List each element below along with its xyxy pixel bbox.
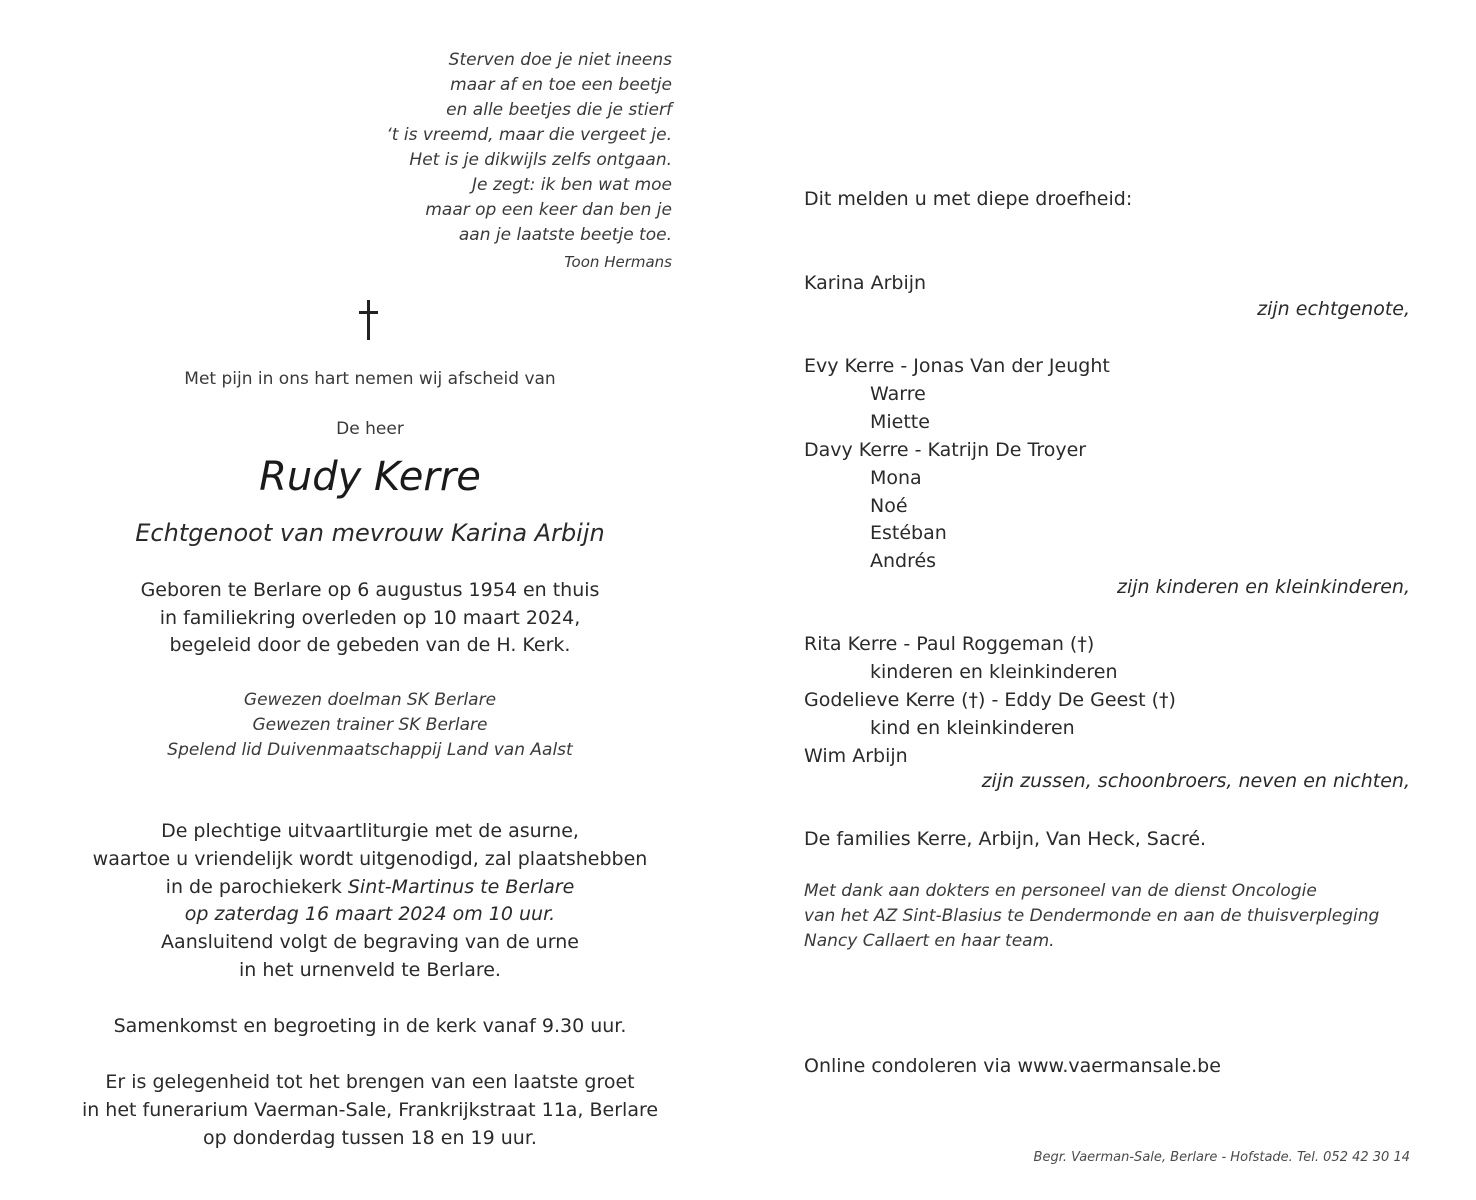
intro-text: Met pijn in ons hart nemen wij afscheid van: [184, 369, 556, 389]
birth-death-text: [40, 577, 700, 660]
sibling-line: Rita Kerre - Paul Roggeman (†): [804, 633, 1095, 655]
poem-line: maar af en toe een beetje: [450, 75, 672, 95]
birth-death-line: begeleid door de gebeden van de H. Kerk.: [169, 634, 571, 656]
sibling-line: Godelieve Kerre (†) - Eddy De Geest (†): [804, 688, 1176, 711]
role-item: Spelend lid Duivenmaatschappij Land van Aalst: [167, 740, 573, 760]
poem-line: ‘t is vreemd, maar die vergeet je.: [386, 125, 672, 145]
spouse-relation: zijn echtgenote,: [1257, 298, 1410, 320]
sibling-line: kinderen en kleinkinderen: [870, 660, 1118, 683]
families-text: De families Kerre, Arbijn, Van Heck, Sacré.: [804, 828, 1207, 850]
grandchild-name: Mona: [870, 466, 922, 489]
birth-death-line: Geboren te Berlare op 6 augustus 1954 en thuis: [140, 579, 600, 601]
poem-author: Toon Hermans: [564, 253, 672, 271]
visit-line: op donderdag tussen 18 en 19 uur.: [203, 1126, 537, 1149]
funeral-line: [40, 874, 700, 902]
thanks-text: [804, 879, 1379, 954]
family-parents: Davy Kerre - Katrijn De Troyer: [804, 438, 1087, 461]
roles-list: [40, 688, 700, 763]
thanks-line: Met dank aan dokters en personeel van de dienst Oncologie: [804, 881, 1317, 901]
funeral-line: De plechtige uitvaartliturgie met de asurne,: [161, 820, 579, 842]
gathering-text: Samenkomst en begroeting in de kerk vanaf 9.30 uur.: [113, 1015, 627, 1037]
undertaker-footer: Begr. Vaerman-Sale, Berlare - Hofstade. Tel. 052 42 30 14: [1033, 1150, 1410, 1165]
siblings-relation: zijn zussen, schoonbroers, neven en nichten,: [981, 770, 1410, 792]
funeral-line: waartoe u vriendelijk wordt uitgenodigd, zal plaatshebben: [92, 847, 648, 870]
condole-text: Online condoleren via www.vaermansale.be: [804, 1055, 1221, 1077]
spouse-line: Echtgenoot van mevrouw Karina Arbijn: [135, 519, 605, 547]
visit-info: [40, 1069, 700, 1152]
sibling-line: Wim Arbijn: [804, 744, 908, 767]
poem: [300, 48, 672, 248]
grandchild-name: Warre: [870, 382, 926, 405]
grandchild-name: Estéban: [870, 522, 947, 545]
grandchild-name: Miette: [870, 410, 930, 433]
role-item: Gewezen trainer SK Berlare: [252, 715, 488, 735]
birth-death-line: in familiekring overleden op 10 maart 2024,: [159, 606, 581, 629]
spouse-name: Karina Arbijn: [804, 272, 927, 294]
funeral-date-time: op zaterdag 16 maart 2024 om 10 uur.: [184, 903, 556, 926]
poem-line: maar op een keer dan ben je: [425, 200, 672, 220]
funeral-info: [40, 818, 700, 985]
salutation: De heer: [336, 419, 404, 439]
sibling-line: kind en kleinkinderen: [870, 716, 1075, 739]
church-name: Sint-Martinus te Berlare: [347, 875, 575, 898]
children-list: [804, 353, 1110, 576]
poem-line: en alle beetjes die je stierf: [446, 100, 672, 120]
thanks-line: Nancy Callaert en haar team.: [804, 931, 1055, 951]
grandchild-name: Noé: [870, 494, 908, 517]
funeral-line: in het urnenveld te Berlare.: [239, 958, 501, 981]
children-relation: zijn kinderen en kleinkinderen,: [1117, 576, 1410, 598]
poem-line: Je zegt: ik ben wat moe: [471, 175, 672, 195]
announce-text: Dit melden u met diepe droefheid:: [804, 188, 1133, 210]
visit-line: Er is gelegenheid tot het brengen van een laatste groet: [105, 1071, 635, 1093]
funeral-line-prefix: in de parochiekerk: [165, 875, 348, 898]
role-item: Gewezen doelman SK Berlare: [243, 690, 497, 710]
visit-line: in het funerarium Vaerman-Sale, Frankrijkstraat 11a, Berlare: [81, 1098, 659, 1121]
siblings-list: [804, 631, 1176, 771]
thanks-line: van het AZ Sint-Blasius te Dendermonde en aan de thuisverpleging: [804, 906, 1380, 926]
family-parents: Evy Kerre - Jonas Van der Jeught: [804, 355, 1110, 377]
poem-line: Het is je dikwijls zelfs ontgaan.: [409, 150, 672, 170]
grandchild-name: Andrés: [870, 550, 937, 573]
funeral-line: Aansluitend volgt de begraving van de urne: [161, 931, 579, 954]
latin-cross-icon: [355, 300, 383, 340]
poem-line: Sterven doe je niet ineens: [448, 50, 672, 70]
deceased-name: Rudy Kerre: [259, 454, 481, 500]
poem-line: aan je laatste beetje toe.: [458, 225, 672, 245]
